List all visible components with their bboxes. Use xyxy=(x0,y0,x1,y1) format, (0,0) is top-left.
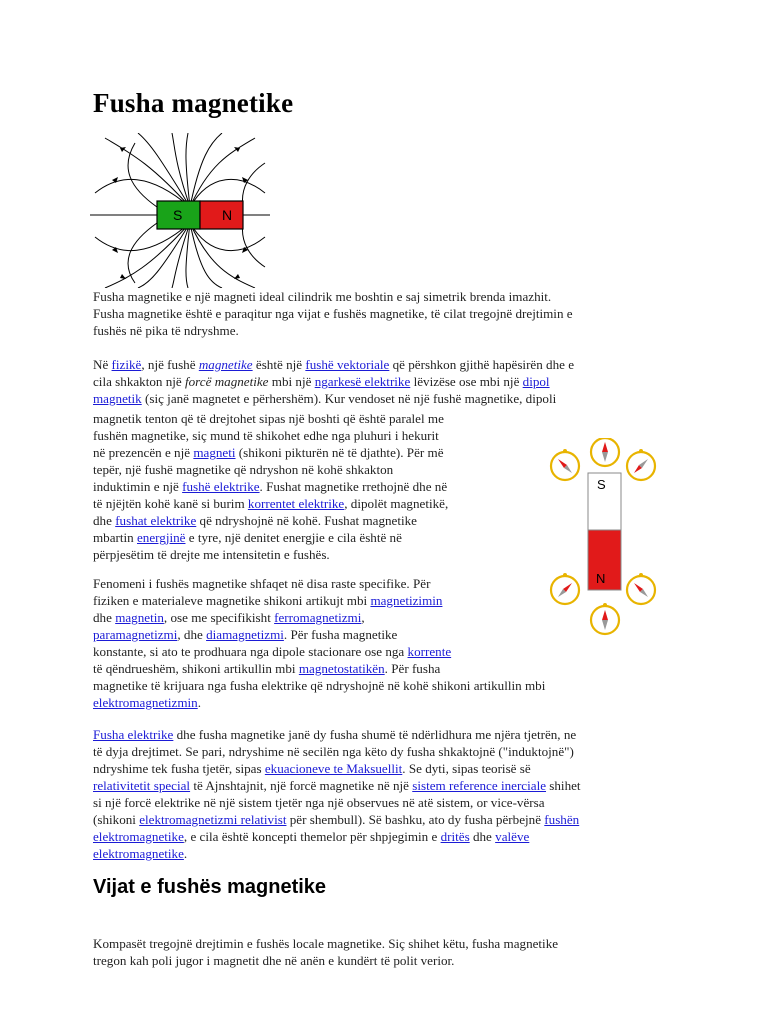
south-pole-label: S xyxy=(173,207,183,223)
paragraph-intro: Në fizikë, një fushë magnetike është një fushë vektoriale që përshkon gjithë hapësirën dhe e cila shkakton një forcë magnetike mbi një ngarkesë elektrike lëvizëse ose mbi një dipol magnetik (siç janë magnetet e përhershëm). Kur vendoset në një fushë magnetike, dipoli xyxy=(93,357,575,406)
paragraph-intro-cont: magnetik tenton që të drejtohet sipas një boshti që është paralel me fushën magnetike, siç mund të shikohet edhe nga pluhuri i hekurit në prezencën e një magneti (shikoni pikturën në të djathte). Për më tepër, një fushë magnetike që ndryshon në kohë shkakton induktimin e një fushë elektrike. Fushat magnetike rrethojnë dhe në të njëjtën kohë kanë si burim korrentet elektrike, dipolët magnetikë, dhe fushat elektrike që ndryshojnë në kohë. Fushat magnetike mbartin energjinë e tyre, një denitet energjie e cila është në përpjesëtim të drejte me intensitetin e fushës. xyxy=(93,411,449,562)
link-fushen[interactable]: fushën xyxy=(544,812,580,827)
link-magnetin[interactable]: magnetin xyxy=(115,610,164,625)
paragraph-phenomena: Fenomeni i fushës magnetike shfaqet në disa raste specifike. Për fiziken e materialeve magnetike shikoni artikujt mbi magnetizimin dhe magnetin, ose me specifikisht ferromagnetizmi, paramagnetizmi, dhe diamagnetizmi. Për fusha magnetike konstante, si ato te prodhuara nga dipole stacionare ose nga korrente të qëndrueshëm, shikoni artikullin mbi magnetostatikën. Për fusha xyxy=(93,576,452,676)
compass-fig-south-label: S xyxy=(597,477,606,492)
link-valeve[interactable]: valëve xyxy=(495,829,530,844)
link-drites[interactable]: dritës xyxy=(440,829,470,844)
section-title-field-lines: Vijat e fushës magnetike xyxy=(93,876,327,898)
compass-fig-north-label: N xyxy=(596,571,606,586)
figure-caption: Fusha magnetike e një magneti ideal cilindrik me boshtin e saj simetrik brenda imazhit. Fusha magnetike është e paraqitur nga vijat e fushës magnetike, të cilat tregojnë drejtimin e fushës në pika të ndryshme. xyxy=(93,289,573,338)
link-ekuacionet-maksuellit[interactable]: ekuacioneve te Maksuellit xyxy=(264,761,403,776)
link-fushe-vektoriale[interactable]: fushë vektoriale xyxy=(305,357,390,372)
link-fushat-elektrike[interactable]: fushat elektrike xyxy=(115,513,197,528)
link-elektromagnetizmi-relativist[interactable]: elektromagnetizmi relativist xyxy=(139,812,287,827)
north-pole-label: N xyxy=(222,207,233,223)
link-magnetizimin[interactable]: magnetizimin xyxy=(370,593,443,608)
link-korrente[interactable]: korrente xyxy=(407,644,452,659)
link-dipol-magnetik[interactable]: magnetik xyxy=(93,391,142,406)
paragraph-electric-fields: Fusha elektrike dhe fusha magnetike janë dy fusha shumë të ndërlidhura me njëra tjetrën, ne të dyja drejtimet. Se pari, ndryshime në secilën nga këto dy fusha shkaktojnë ("induktojnë") ndryshime tek fusha tjetër, sipas ekuacioneve te Maksuellit. Se dyti, sipas teorisë së relativitetit special të Ajnshtajnit, një forcë magnetike në një sistem reference inerciale shihet si një forcë elektrike në një sistem tjetër nga një observues në atë sistem, or vice-vërsa (shikoni elektromagnetizmi relativist për shembull). Së bashku, ato dy fusha përbejnë fushën elektromagnetike, e cila është koncepti themelor për shpjegimin e dritës dhe valëve elektromagnetike. xyxy=(93,727,581,861)
link-elektromagnetizmin[interactable]: elektromagnetizmin xyxy=(93,695,198,710)
link-fizike[interactable]: fizikë xyxy=(111,357,142,372)
compass-magnet-figure xyxy=(543,438,663,643)
link-relativitetit-special[interactable]: relativitetit special xyxy=(93,778,191,793)
link-sistem-reference[interactable]: sistem reference inerciale xyxy=(412,778,547,793)
paragraph-field-lines: Kompasët tregojnë drejtimin e fushës locale magnetike. Siç shihet këtu, fusha magnetike tregon kah poli jugor i magnetit dhe në anën e kundërt të polit verior. xyxy=(93,936,559,968)
link-korrentet-elektrike[interactable]: korrentet elektrike xyxy=(247,496,345,511)
link-fushen-elektromagnetike[interactable]: elektromagnetike xyxy=(93,829,184,844)
link-diamagnetizmi[interactable]: diamagnetizmi xyxy=(206,627,284,642)
link-magneti[interactable]: magneti xyxy=(193,445,236,460)
link-magnetike[interactable]: magnetike xyxy=(198,357,253,372)
magnet-field-lines-figure xyxy=(90,133,270,288)
link-energjine[interactable]: energjinë xyxy=(137,530,186,545)
link-magnetostatiken[interactable]: magnetostatikën xyxy=(298,661,385,676)
paragraph-phenomena-cont: magnetike të krijuara nga fusha elektrike që ndryshojnë në kohë shikoni artikullin mbi elektromagnetizmin. xyxy=(93,678,546,710)
link-fushe-elektrike[interactable]: fushë elektrike xyxy=(182,479,260,494)
link-dipol[interactable]: dipol xyxy=(522,374,550,389)
link-ngarkese-elektrike[interactable]: ngarkesë elektrike xyxy=(314,374,411,389)
link-ferromagnetizmi[interactable]: ferromagnetizmi xyxy=(274,610,362,625)
link-paramagnetizmi[interactable]: paramagnetizmi xyxy=(93,627,178,642)
link-fusha-elektrike[interactable]: Fusha elektrike xyxy=(93,727,174,742)
link-valeve-elektromagnetike[interactable]: elektromagnetike xyxy=(93,846,184,861)
page-title: Fusha magnetike xyxy=(93,88,294,118)
